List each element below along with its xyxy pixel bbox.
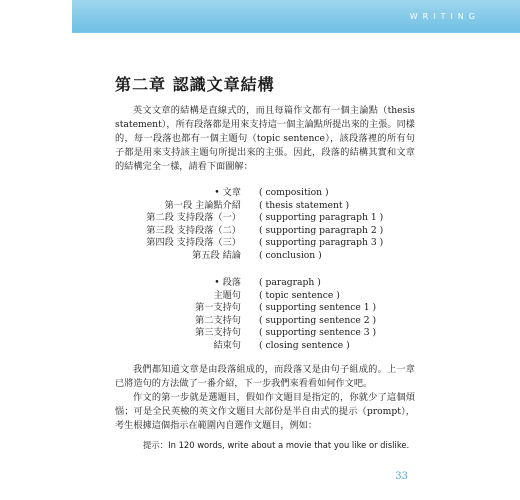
closing-paragraph: 作文的第一步就是選題目，假如作文題目是指定的，你就少了這個煩惱；可是全民英檢的英文作文題目大部份是半自由式的提示（prompt），考生根據這個指示在範圍內自選作文題目，例如： <box>115 392 415 431</box>
outline-row <box>115 290 415 303</box>
running-header: WRITING <box>409 12 480 21</box>
outline-row <box>115 225 415 238</box>
outline-english: ( conclusion ) <box>259 249 322 261</box>
outline-term: 第四段 支持段落（三） <box>146 237 241 248</box>
outline-english: ( supporting sentence 1 ) <box>259 302 377 313</box>
header-rule <box>72 32 520 33</box>
outline-english: ( thesis statement ) <box>259 199 350 211</box>
paragraph-outline <box>115 277 415 352</box>
outline-term: 第二段 支持段落（一） <box>146 212 241 223</box>
chapter-title: 第二章 認識文章結構 <box>115 75 275 94</box>
outline-english: ( supporting paragraph 2 ) <box>259 224 384 236</box>
outline-row <box>115 212 415 225</box>
essay-outline <box>115 187 415 262</box>
outline-term: 主題句 <box>213 289 241 301</box>
outline-english: ( closing sentence ) <box>259 339 350 351</box>
outline-term: 結束句 <box>213 339 241 351</box>
outline-english: ( supporting sentence 3 ) <box>259 327 377 338</box>
page-number: 33 <box>395 471 408 482</box>
outline-english: ( composition ) <box>259 187 329 198</box>
outline-term: 第五段 結論 <box>192 249 241 261</box>
outline-term: 第三支持句 <box>195 327 241 338</box>
outline-row <box>115 302 415 315</box>
outline-english: ( paragraph ) <box>259 277 321 288</box>
outline-row <box>115 200 415 213</box>
outline-row <box>115 327 415 340</box>
outline-term: 第三段 支持段落（二） <box>146 224 241 236</box>
outline-english: ( supporting sentence 2 ) <box>259 314 377 326</box>
outline-english: ( topic sentence ) <box>259 289 340 301</box>
outline-row <box>115 187 415 200</box>
outline-row <box>115 340 415 353</box>
closing-paragraph: 我們都知道文章是由段落組成的，而段落又是由句子組成的。上一章已將造句的方法做了一番介紹，下一步我們來看看如何作文吧。 <box>115 364 415 389</box>
outline-english: ( supporting paragraph 3 ) <box>259 237 384 248</box>
outline-english: ( supporting paragraph 1 ) <box>259 212 384 223</box>
outline-row <box>115 237 415 250</box>
outline-term: • 段落 <box>214 277 241 288</box>
outline-term: 第一段 主論點介紹 <box>164 199 241 211</box>
outline-row <box>115 250 415 263</box>
outline-row <box>115 315 415 328</box>
example-prompt: 提示：In 120 words, write about a movie that you like or dislike. <box>143 440 410 450</box>
outline-term: • 文章 <box>214 187 241 198</box>
outline-row <box>115 277 415 290</box>
outline-term: 第一支持句 <box>195 302 241 313</box>
intro-paragraph: 英文文章的結構是直線式的，而且每篇作文都有一個主論點（thesis statement），所有段落都是用來支持這一個主論點所提出來的主張。同樣的，每一段落也都有一個主題句（topic sentence），該段落裡的所有句子都是用來支持該主題句所提出來的主張。因此，段落的結構其實和文章的結構完全一樣，請看下面圖解： <box>115 105 415 172</box>
outline-term: 第二支持句 <box>195 314 241 326</box>
